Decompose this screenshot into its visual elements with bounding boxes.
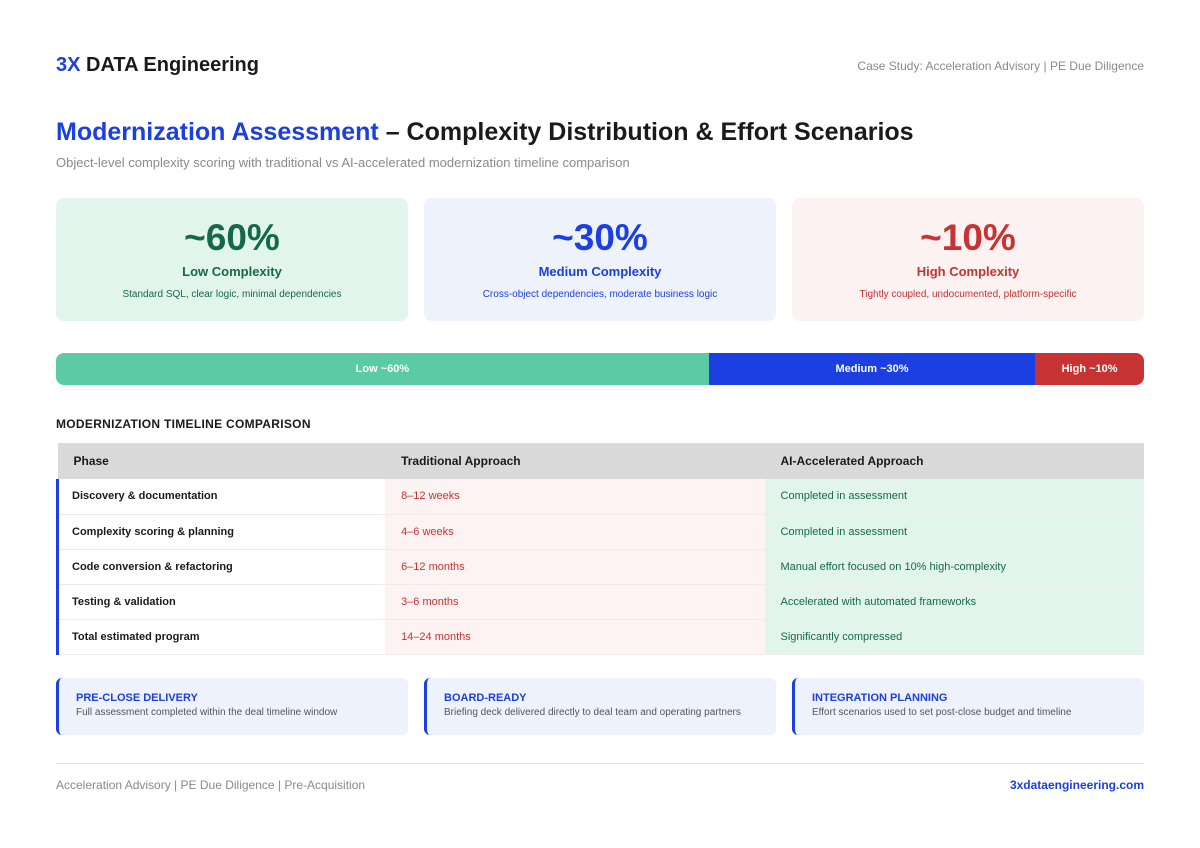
footer	[56, 763, 1144, 792]
table-row	[58, 584, 1145, 619]
column-header-traditional: Traditional Approach	[385, 443, 764, 479]
traditional-cell: 3–6 months	[385, 584, 764, 619]
phase-cell: Complexity scoring & planning	[58, 514, 386, 549]
case-study-label: Case Study: Acceleration Advisory | PE Due Diligence	[857, 58, 1144, 73]
note-description: Effort scenarios used to set post-close budget and timeline	[812, 707, 1072, 718]
note-description: Briefing deck delivered directly to deal team and operating partners	[444, 707, 741, 718]
page-title-rest: – Complexity Distribution & Effort Scenarios	[378, 118, 914, 146]
card-label: Medium Complexity	[538, 264, 662, 279]
phase-cell: Code conversion & refactoring	[58, 549, 386, 584]
card-label: High Complexity	[916, 264, 1020, 279]
distribution-segment-high: High ~10%	[1035, 353, 1144, 385]
brand-logo	[56, 54, 259, 77]
traditional-cell: 14–24 months	[385, 619, 764, 654]
table-row	[58, 479, 1145, 514]
table-row	[58, 549, 1145, 584]
page-title-accent: Modernization Assessment	[56, 118, 379, 146]
card-description: Cross-object dependencies, moderate business logic	[482, 289, 718, 300]
card-percentage: ~60%	[184, 217, 280, 258]
note-title: INTEGRATION PLANNING	[812, 692, 948, 704]
footer-website-link[interactable]: 3xdataengineering.com	[1009, 778, 1144, 792]
note-integration-planning	[792, 678, 1144, 735]
highlight-notes	[56, 678, 1144, 735]
note-title: PRE-CLOSE DELIVERY	[76, 692, 198, 704]
note-description: Full assessment completed within the deal timeline window	[76, 707, 338, 718]
table-row	[58, 514, 1145, 549]
column-header-ai-accelerated: AI-Accelerated Approach	[765, 443, 1144, 479]
traditional-cell: 8–12 weeks	[385, 479, 764, 514]
ai-accelerated-cell: Completed in assessment	[765, 514, 1144, 549]
complexity-distribution-bar	[56, 353, 1144, 385]
distribution-segment-medium: Medium ~30%	[709, 353, 1035, 385]
brand-name: DATA Engineering	[80, 54, 259, 76]
card-description: Tightly coupled, undocumented, platform-specific	[859, 289, 1077, 300]
note-board-ready	[424, 678, 776, 735]
distribution-segment-low: Low ~60%	[56, 353, 709, 385]
card-description: Standard SQL, clear logic, minimal dependencies	[122, 289, 342, 300]
card-high-complexity	[792, 198, 1144, 321]
complexity-cards	[56, 198, 1144, 321]
ai-accelerated-cell: Completed in assessment	[765, 479, 1144, 514]
brand-accent: 3X	[56, 54, 81, 76]
page	[56, 0, 1144, 848]
card-label: Low Complexity	[182, 264, 282, 279]
column-header-phase: Phase	[58, 443, 386, 479]
ai-accelerated-cell: Significantly compressed	[765, 619, 1144, 654]
footer-tagline: Acceleration Advisory | PE Due Diligence | Pre-Acquisition	[56, 778, 366, 792]
phase-cell: Discovery & documentation	[58, 479, 386, 514]
note-title: BOARD-READY	[444, 692, 527, 704]
card-percentage: ~30%	[552, 217, 648, 258]
page-subtitle: Object-level complexity scoring with traditional vs AI-accelerated modernization timeline comparison	[56, 155, 630, 170]
ai-accelerated-cell: Accelerated with automated frameworks	[765, 584, 1144, 619]
ai-accelerated-cell: Manual effort focused on 10% high-complexity	[765, 549, 1144, 584]
card-percentage: ~10%	[920, 217, 1016, 258]
timeline-table	[56, 443, 1144, 655]
timeline-section-title: MODERNIZATION TIMELINE COMPARISON	[56, 417, 311, 431]
traditional-cell: 4–6 weeks	[385, 514, 764, 549]
page-title	[56, 118, 914, 147]
table-header-row	[58, 443, 1145, 479]
card-low-complexity	[56, 198, 408, 321]
note-pre-close-delivery	[56, 678, 408, 735]
phase-cell: Testing & validation	[58, 584, 386, 619]
card-medium-complexity	[424, 198, 776, 321]
phase-cell: Total estimated program	[58, 619, 386, 654]
header	[56, 54, 1144, 77]
traditional-cell: 6–12 months	[385, 549, 764, 584]
table-row	[58, 619, 1145, 654]
